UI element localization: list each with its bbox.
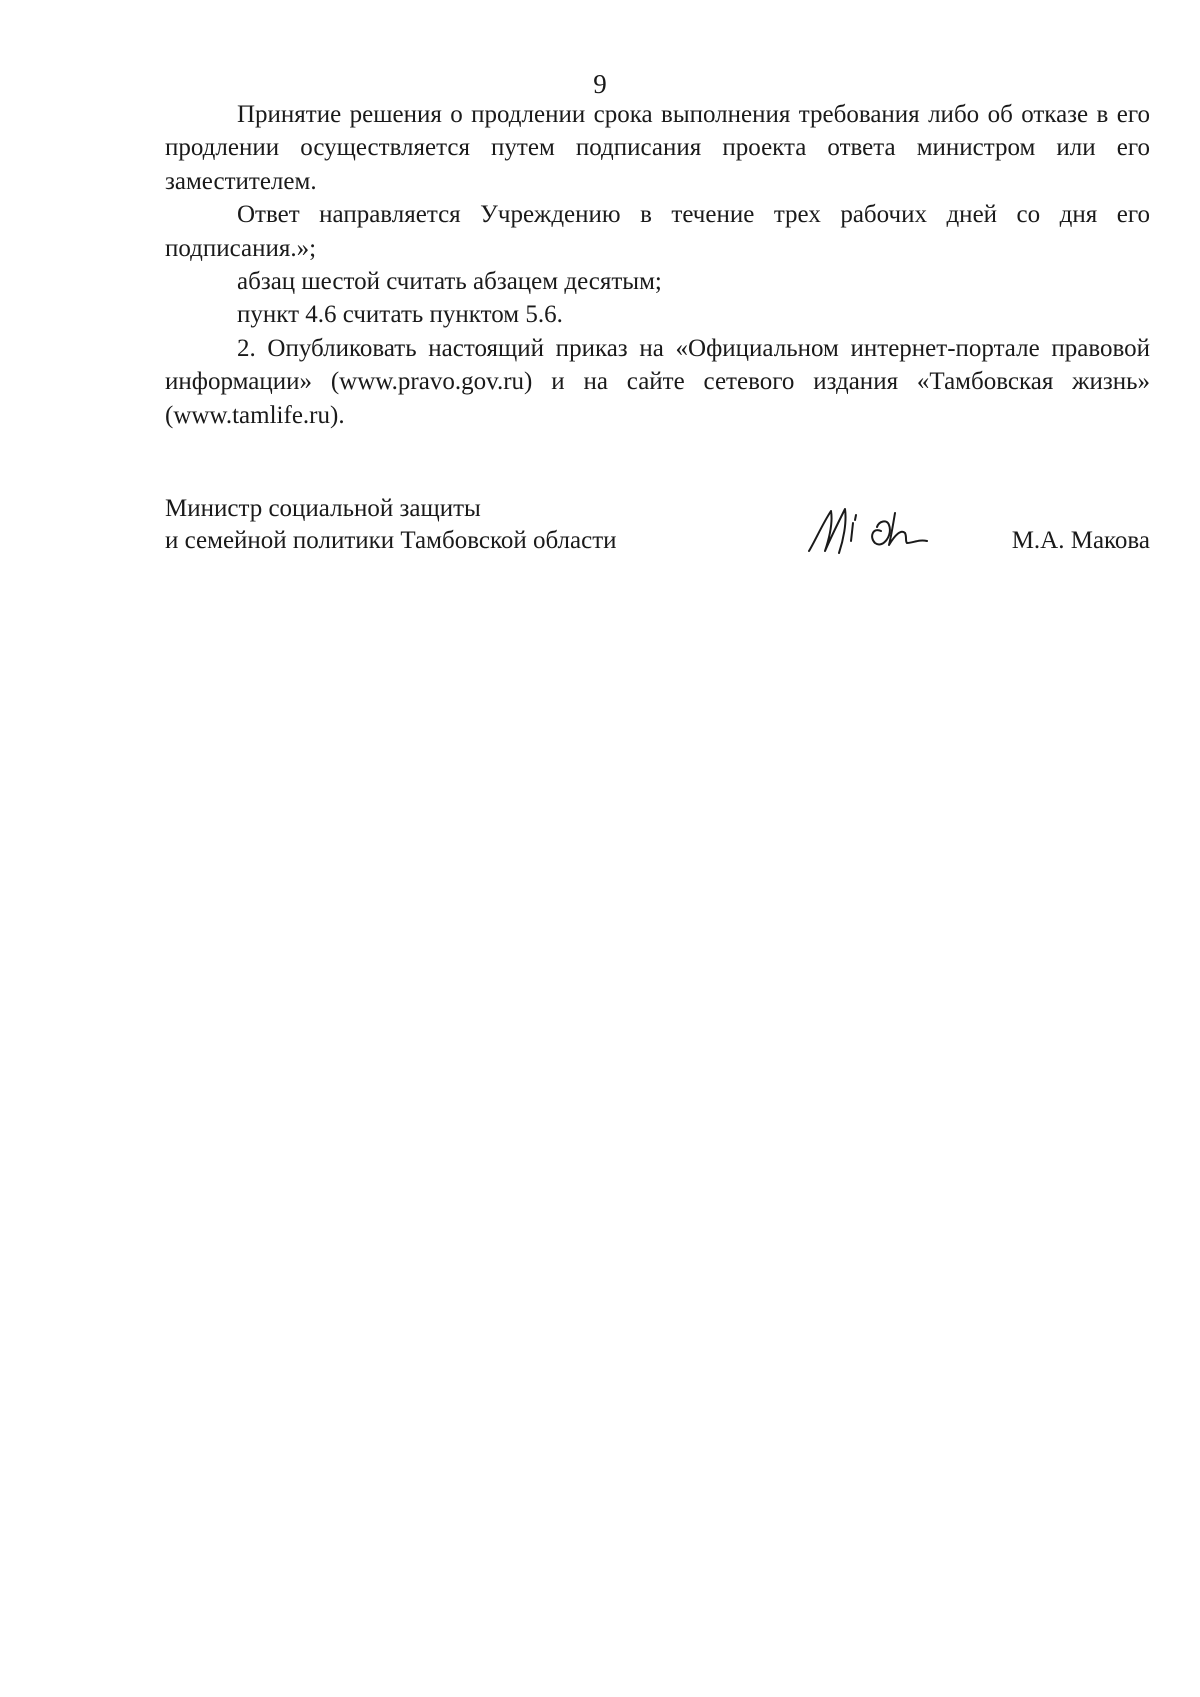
page-number: 9	[593, 69, 607, 99]
signature-block	[165, 493, 1150, 573]
paragraph-publication: 2. Опубликовать настоящий приказ на «Официальном интернет-портале правовой информации» (www.pravo.gov.ru) и на сайте сетевого издания «Тамбовская жизнь» (www.tamlife.ru).	[165, 334, 1150, 429]
paragraph-extension-decision: Принятие решения о продлении срока выполнения требования либо об отказе в его продлении осуществляется путем подписания проекта ответа министром или его заместителем.	[165, 101, 1150, 195]
document-body	[165, 98, 1150, 432]
signatory-position-line2: и семейной политики Тамбовской области	[165, 527, 617, 554]
signatory-position-line1: Министр социальной защиты	[165, 495, 481, 522]
signatory-position	[165, 493, 725, 557]
handwritten-signature-icon	[803, 501, 953, 559]
paragraph-renumber-abzac: абзац шестой считать абзацем десятым;	[237, 268, 662, 296]
signatory-name: М.А. Макова	[1011, 527, 1150, 554]
paragraph-renumber-punkt: пункт 4.6 считать пунктом 5.6.	[237, 301, 563, 329]
paragraph-response-timing: Ответ направляется Учреждению в течение трех рабочих дней со дня его подписания.»;	[165, 201, 1150, 262]
